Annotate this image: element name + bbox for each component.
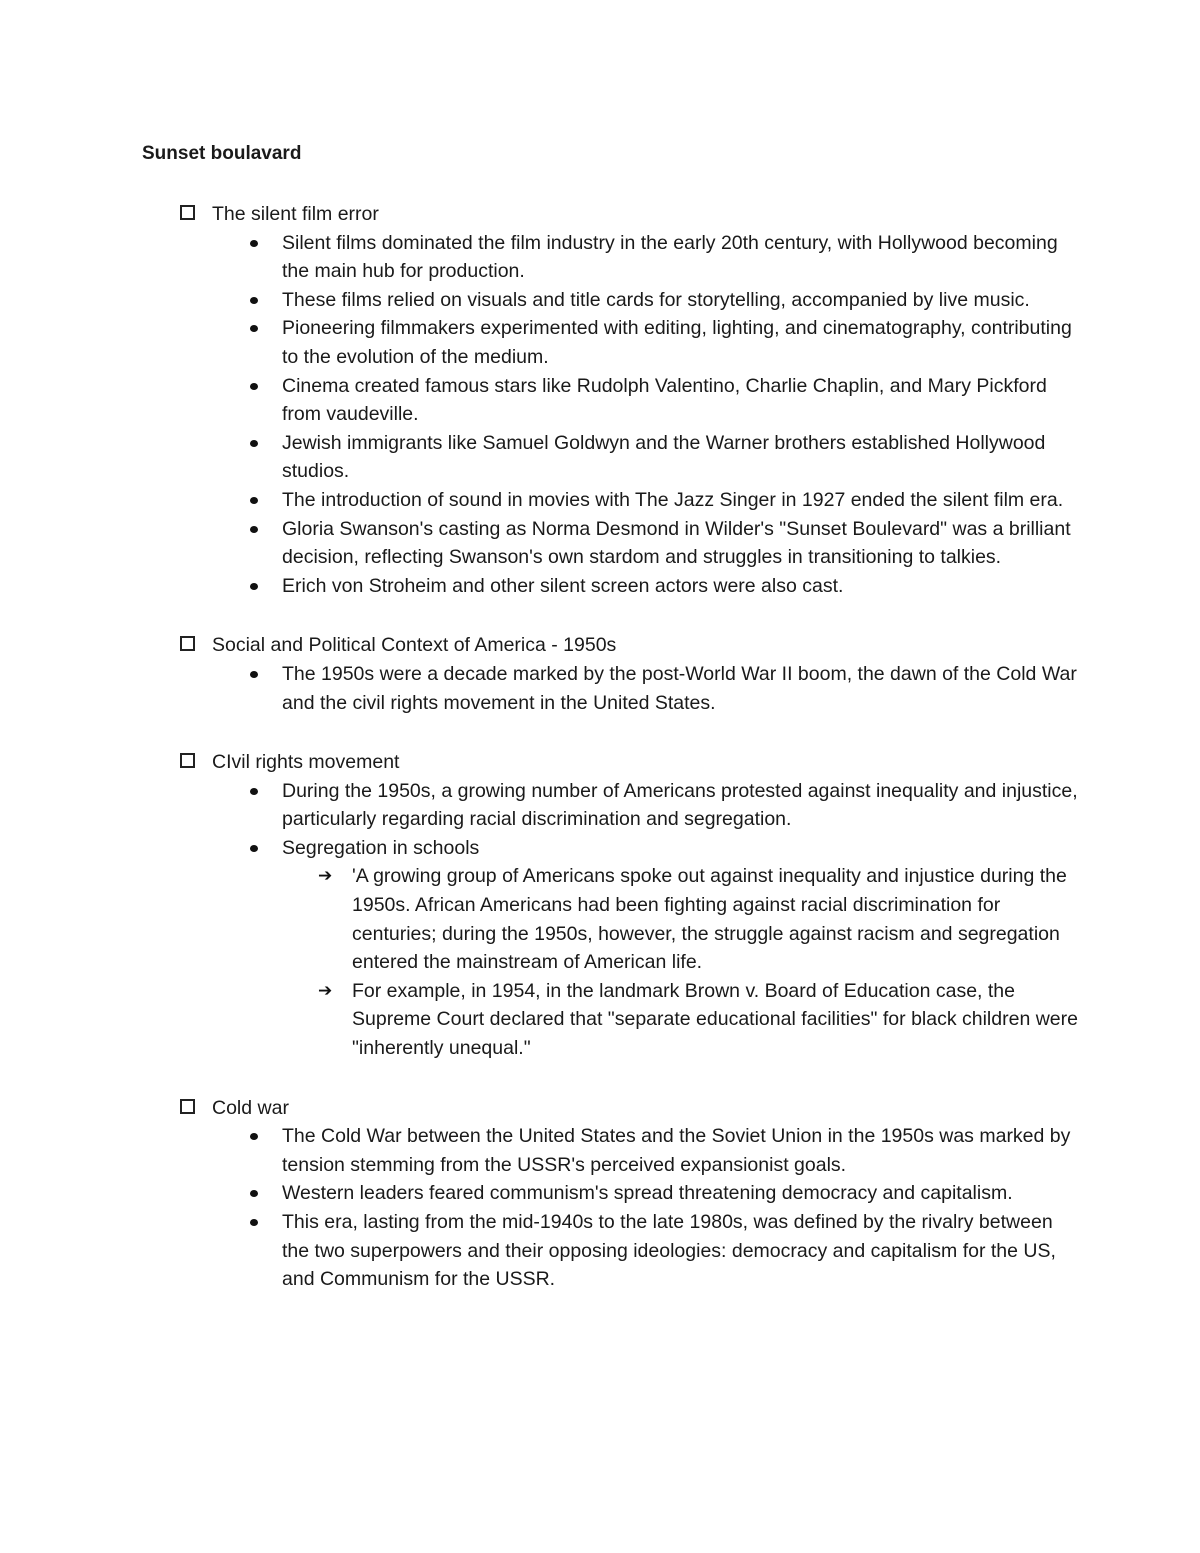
bullet-icon — [250, 1219, 258, 1226]
checklist-section — [178, 631, 1078, 717]
list-item — [282, 429, 1078, 486]
list-item-text: During the 1950s, a growing number of Americans protested against inequality and injustice, particularly regarding racial discrimination and segregation. — [282, 779, 1078, 831]
section-heading — [178, 748, 1078, 777]
checkbox-icon[interactable] — [180, 1099, 195, 1114]
list-item-text: The Cold War between the United States and the Soviet Union in the 1950s was marked by tension stemming from the USSR's perceived expansionist goals. — [282, 1125, 1071, 1176]
sub-list-item-text: 'A growing group of Americans spoke out against inequality and injustice during the 1950s. African Americans had been fighting against racial discrimination for centuries; during the 1950s, however, the struggle against racism and segregation entered the mainstream of American life. — [352, 865, 1067, 974]
bullet-icon — [250, 325, 258, 332]
list-item — [282, 572, 1078, 601]
section-heading-text: CIvil rights movement — [212, 751, 400, 774]
sub-list-item — [318, 862, 1078, 976]
bullet-icon — [250, 526, 258, 533]
section-heading — [178, 1094, 1078, 1123]
sub-list-item-text: For example, in 1954, in the landmark Brown v. Board of Education case, the Supreme Court declared that "separate educational facilities" for black children were "inherently unequal." — [352, 979, 1078, 1060]
bullet-icon — [250, 788, 258, 795]
bullet-list — [178, 660, 1078, 717]
checklist-section — [178, 200, 1078, 600]
section-heading — [178, 200, 1078, 229]
bullet-icon — [250, 240, 258, 247]
sub-list-item — [318, 977, 1078, 1063]
arrow-right-icon: ➔ — [318, 980, 333, 1000]
bullet-icon — [250, 1133, 258, 1140]
bullet-icon — [250, 845, 258, 852]
list-item — [282, 1208, 1078, 1294]
bullet-icon — [250, 440, 258, 447]
checklist-section — [178, 1094, 1078, 1294]
list-item — [282, 515, 1078, 572]
list-item-text: This era, lasting from the mid-1940s to the late 1980s, was defined by the rivalry between the two superpowers and their opposing ideologies: democracy and capitalism for the US, and Communism for the USSR. — [282, 1211, 1056, 1291]
bullet-icon — [250, 1190, 258, 1197]
checklist-section — [178, 748, 1078, 1063]
bullet-icon — [250, 583, 258, 590]
list-item-text: Cinema created famous stars like Rudolph Valentino, Charlie Chaplin, and Mary Pickford from vaudeville. — [282, 374, 1047, 426]
list-item — [282, 1179, 1078, 1208]
list-item — [282, 777, 1078, 834]
list-item — [282, 1122, 1078, 1179]
list-item — [282, 486, 1078, 515]
list-item-text: Jewish immigrants like Samuel Goldwyn and the Warner brothers established Hollywood studios. — [282, 431, 1046, 483]
section-heading-text: The silent film error — [212, 203, 379, 225]
list-item-text: The introduction of sound in movies with The Jazz Singer in 1927 ended the silent film era. — [282, 488, 1064, 511]
arrow-right-icon: ➔ — [318, 866, 333, 886]
bullet-list — [178, 1122, 1078, 1294]
list-item — [282, 834, 1078, 1063]
list-item — [282, 286, 1078, 315]
list-item — [282, 660, 1078, 717]
list-item — [282, 229, 1078, 286]
list-item — [282, 314, 1078, 371]
list-item-text: Erich von Stroheim and other silent screen actors were also cast. — [282, 574, 844, 597]
list-item-text: Gloria Swanson's casting as Norma Desmond in Wilder's "Sunset Boulevard" was a brilliant decision, reflecting Swanson's own stardom and struggles in transitioning to talkies. — [282, 517, 1071, 569]
list-item-text: The 1950s were a decade marked by the post-World War II boom, the dawn of the Cold War and the civil rights movement in the United States. — [282, 662, 1077, 714]
list-item-text: Segregation in schools — [282, 836, 480, 859]
section-list — [178, 200, 1078, 1325]
section-heading-text: Cold war — [212, 1096, 289, 1119]
checkbox-icon[interactable] — [180, 753, 195, 768]
bullet-icon — [250, 297, 258, 304]
checkbox-icon[interactable] — [180, 636, 195, 651]
list-item-text: These films relied on visuals and title cards for storytelling, accompanied by live music. — [282, 288, 1030, 311]
bullet-icon — [250, 671, 258, 678]
list-item-text: Pioneering filmmakers experimented with editing, lighting, and cinematography, contributing to the evolution of the medium. — [282, 317, 1072, 368]
section-heading-text: Social and Political Context of America - 1950s — [212, 634, 617, 657]
checkbox-icon[interactable] — [180, 205, 195, 220]
list-item-text: Silent films dominated the film industry in the early 20th century, with Hollywood becoming the main hub for production. — [282, 231, 1058, 283]
bullet-list — [178, 229, 1078, 601]
bullet-list — [178, 777, 1078, 1063]
page-title: Sunset boulavard — [142, 143, 302, 164]
bullet-icon — [250, 383, 258, 390]
sub-list — [282, 862, 1078, 1062]
list-item-text: Western leaders feared communism's spread threatening democracy and capitalism. — [282, 1182, 1013, 1205]
section-heading — [178, 631, 1078, 660]
bullet-icon — [250, 497, 258, 504]
list-item — [282, 372, 1078, 429]
